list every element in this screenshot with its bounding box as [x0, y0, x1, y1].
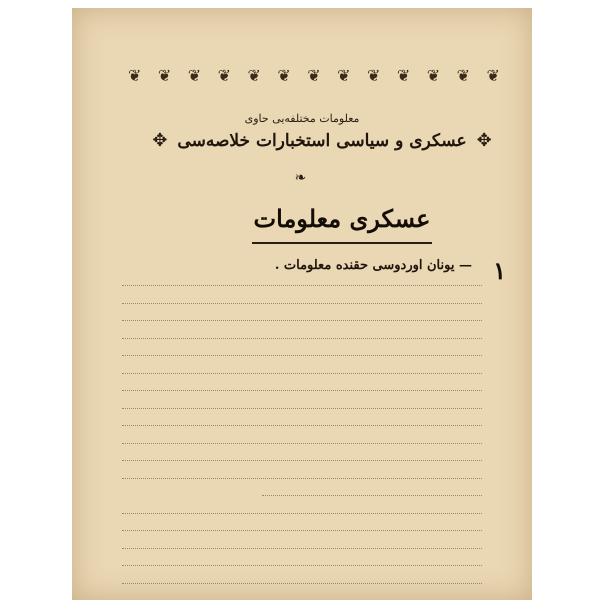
item-number: ١	[493, 256, 506, 285]
ornament-icon: ❦	[396, 65, 413, 85]
text-line	[122, 389, 482, 391]
text-line	[122, 564, 482, 566]
text-line	[262, 494, 482, 496]
text-line	[122, 477, 482, 479]
small-ornament	[72, 170, 532, 186]
ornament-icon: ❦	[157, 65, 174, 85]
text-line	[122, 424, 482, 426]
text-line	[122, 547, 482, 549]
ornament-icon: ❦	[128, 65, 144, 85]
document-title: عسکری و سیاسی استخبارات خلاصه‌سی	[177, 130, 467, 151]
document-page	[72, 8, 532, 600]
ornament-icon: ❦	[337, 65, 353, 85]
section-heading: عسکری معلومات	[253, 204, 431, 233]
text-line	[122, 459, 482, 461]
knot-ornament-icon: ✥	[152, 130, 168, 151]
ornament-icon: ❦	[307, 65, 323, 85]
ornament-icon: ❦	[217, 65, 234, 85]
ornament-icon: ❦	[367, 65, 383, 85]
text-line	[122, 442, 482, 444]
ornament-icon: ❦	[456, 65, 473, 85]
text-line	[122, 529, 482, 531]
top-ornament-border	[128, 60, 502, 90]
document-subtitle: معلومات مختلفه‌یی حاوی	[244, 112, 360, 125]
ornament-icon: ❦	[426, 65, 443, 85]
text-line	[122, 337, 482, 339]
text-line	[122, 372, 482, 374]
ornament-icon: ❦	[277, 65, 293, 85]
text-line	[122, 319, 482, 321]
ornament-icon: ❦	[247, 65, 263, 85]
knot-ornament-icon: ✥	[476, 130, 492, 151]
text-line	[122, 582, 482, 584]
body-text-block	[122, 284, 482, 600]
item-heading: — یونان اوردوسی حقنده معلومات .	[274, 258, 472, 273]
document-title-row	[152, 130, 492, 151]
section-underline	[252, 242, 432, 244]
small-ornament-icon: ❧	[294, 170, 310, 186]
text-line	[122, 512, 482, 514]
ornament-icon: ❦	[187, 65, 204, 85]
text-line	[122, 302, 482, 304]
text-line	[122, 284, 482, 286]
text-line	[122, 354, 482, 356]
text-line	[122, 407, 482, 409]
ornament-icon: ❦	[486, 65, 502, 85]
